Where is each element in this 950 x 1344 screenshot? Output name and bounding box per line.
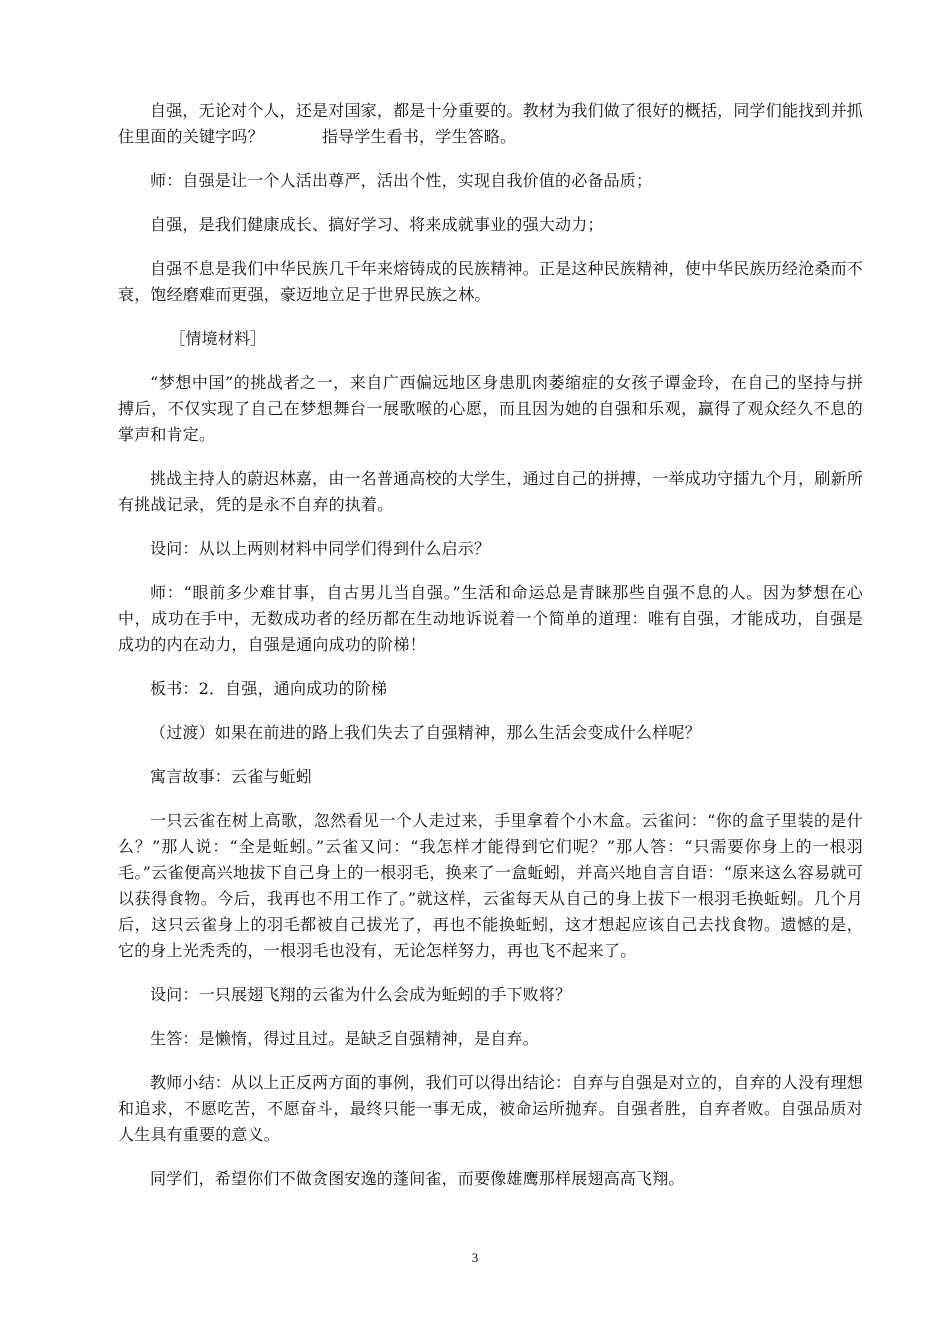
- paragraph-closing-message: 同学们，希望你们不做贪图安逸的蓬间雀，而要像雄鹰那样展翅高高飞翔。: [150, 1169, 685, 1188]
- paragraph-transition: （过渡）如果在前进的路上我们失去了自强精神，那么生活会变成什么样呢？: [150, 723, 701, 742]
- paragraph-question-inspiration: 设问：从以上两则材料中同学们得到什么启示？: [150, 539, 491, 558]
- paragraph-student-answer: 生答：是懒惰，得过且过。是缺乏自强精神，是自弃。: [150, 1029, 539, 1048]
- section-label-scenario-material: ［情境材料］: [169, 329, 267, 348]
- paragraph-dream-china-challenger: “梦想中国”的挑战者之一，来自广西偏远地区身患肌肉萎缩症的女孩子谭金玲，在自己的坚持与拼搏后，不仅实现了自己在梦想舞台一展歌喉的心愿，而且因为她的自强和乐观，赢得了观众经久不息的掌声和肯定。: [118, 373, 863, 444]
- paragraph-teacher-quote: 师：“眼前多少难甘事，自古男儿当自强。”生活和命运总是青睐那些自强不息的人。因为梦想在心中，成功在手中，无数成功者的经历都在生动地诉说着一个简单的道理：唯有自强，才能成功，自强是成功的内在动力，自强是通向成功的阶梯！: [118, 583, 863, 654]
- page-number: 3: [471, 1250, 479, 1265]
- paragraph-fable-title: 寓言故事：云雀与蚯蚓: [150, 767, 313, 786]
- paragraph-question-skylark: 设问：一只展翅飞翔的云雀为什么会成为蚯蚓的手下败将？: [150, 985, 572, 1004]
- paragraph-teacher-summary: 教师小结：从以上正反两方面的事例，我们可以得出结论：自弃与自强是对立的，自弃的人没有理想和追求，不愿吃苦，不愿奋斗，最终只能一事无成，被命运所抛弃。自强者胜，自弃者败。自强品质对人生具有重要的意义。: [118, 1073, 863, 1144]
- paragraph-importance-of-self-strength: [118, 98, 863, 150]
- paragraph-teacher-statement: 师：自强是让一个人活出尊严，活出个性，实现自我价值的必备品质；: [150, 171, 653, 190]
- paragraph-text: 自强，无论对个人，还是对国家，都是十分重要的。教材为我们做了很好的概括，同学们能找到并抓住里面的关键字吗？: [118, 101, 863, 146]
- paragraph-national-spirit: 自强不息是我们中华民族几千年来熔铸成的民族精神。正是这种民族精神，使中华民族历经沧桑而不衰，饱经磨难而更强，豪迈地立足于世界民族之林。: [118, 259, 863, 304]
- paragraph-fable-story: 一只云雀在树上高歌，忽然看见一个人走过来，手里拿着个小木盒。云雀问：“你的盒子里装的是什么？”那人说：“全是蚯蚓。”云雀又问：“我怎样才能得到它们呢？”那人答：“只需要你身上的一根羽毛。”云雀便高兴地拔下自己身上的一根羽毛，换来了一盒蚯蚓，并高兴地自言自语：“原来这么容易就可以获得食物。今后，我再也不用工作了。”就这样，云雀每天从自己的身上拔下一根羽毛换蚯蚓。几个月后，这只云雀身上的羽毛都被自己拔光了，再也不能换蚯蚓，这才想起应该自己去找食物。遗憾的是，它的身上光秃秃的，一根羽毛也没有，无论怎样努力，再也飞不起来了。: [118, 811, 863, 960]
- teaching-instruction: 指导学生看书，学生答略。: [321, 127, 517, 146]
- paragraph-board-writing: 板书：2．自强，通向成功的阶梯: [150, 679, 388, 698]
- document-body: [118, 98, 863, 1210]
- paragraph-challenge-host: 挑战主持人的蔚迟林嘉，由一名普通高校的大学生，通过自己的拼搏，一举成功守擂九个月，刷新所有挑战记录，凭的是永不自弃的执着。: [118, 469, 863, 514]
- paragraph-driving-force: 自强，是我们健康成长、搞好学习、将来成就事业的强大动力；: [150, 215, 604, 234]
